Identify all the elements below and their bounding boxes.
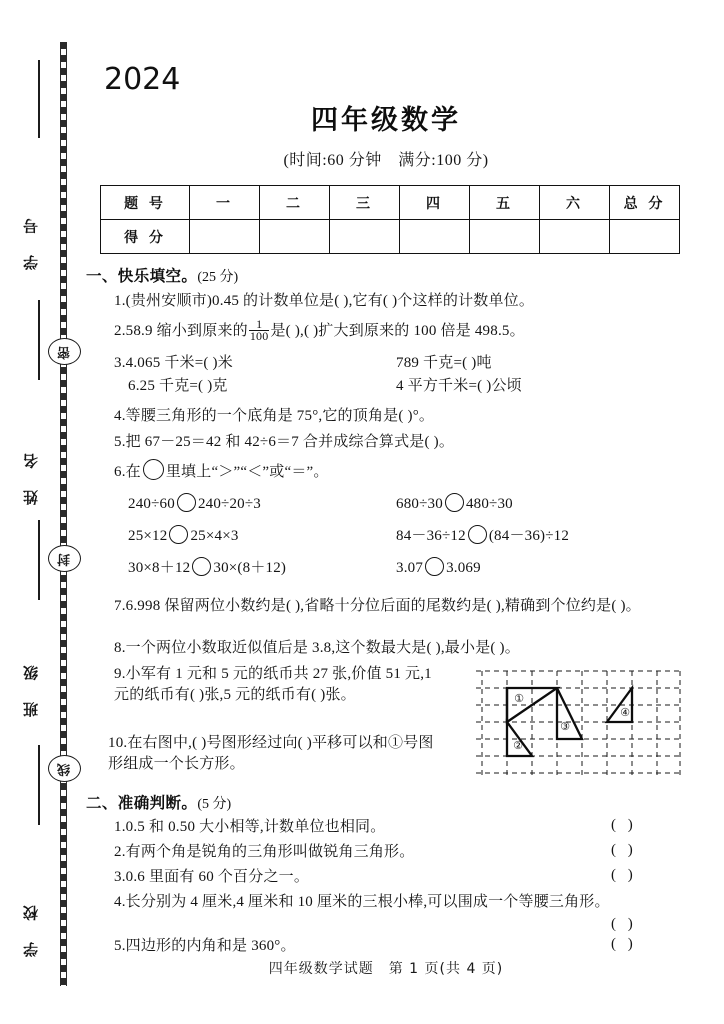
- question-1-6-part1: 6.在: [114, 464, 141, 480]
- compare-left-1-b: 240÷20÷3: [197, 496, 262, 512]
- compare-right-1-b: 480÷30: [465, 496, 513, 512]
- circle-blank-icon[interactable]: [169, 525, 188, 544]
- score-cell-5[interactable]: [470, 220, 540, 254]
- question-2-5: 5.四边形的内角和是 360°。: [114, 938, 296, 954]
- score-row-label-2: 得 分: [101, 220, 190, 254]
- question-2-2: 2.有两个角是锐角的三角形叫做锐角三角形。: [114, 844, 415, 860]
- figure-label-1: ①: [514, 692, 524, 705]
- score-cell-2[interactable]: [260, 220, 330, 254]
- sidebar-rule-1: [38, 60, 40, 138]
- circle-blank-icon[interactable]: [468, 525, 487, 544]
- compare-right-1-a: 680÷30: [396, 496, 443, 512]
- compare-left-2: [128, 525, 239, 547]
- fraction-numerator: 1: [256, 317, 263, 331]
- seal-stamp-1: 密: [48, 338, 81, 365]
- figure-label-2: ②: [513, 739, 523, 752]
- circle-blank-icon[interactable]: [143, 459, 164, 480]
- exam-year: 2024: [104, 62, 181, 97]
- circle-blank-icon[interactable]: [192, 557, 211, 576]
- question-2-3: 3.0.6 里面有 60 个百分之一。: [114, 869, 310, 885]
- question-1-9: 9.小军有 1 元和 5 元的纸币共 27 张,价值 51 元,1 元的纸币有( )张,5 元的纸币有( )张。: [114, 666, 432, 703]
- translation-figure: [473, 667, 683, 780]
- compare-right-2-a: 84－36÷12: [396, 528, 466, 544]
- score-row-label: 题 号: [101, 186, 190, 220]
- question-1-2-part2: 是( ),( )扩大到原来的 100 倍是 498.5。: [270, 322, 525, 339]
- score-col-1: 一: [190, 186, 260, 220]
- section1-heading: [86, 264, 238, 286]
- figure-label-4: ④: [620, 706, 630, 719]
- question-2-4: 4.长分别为 4 厘米,4 厘米和 10 厘米的三根小棒,可以围成一个等腰三角形。: [114, 894, 610, 910]
- question-1-4: 4.等腰三角形的一个底角是 75°,它的顶角是( )°。: [114, 408, 435, 424]
- score-cell-6[interactable]: [540, 220, 610, 254]
- compare-right-3-b: 3.069: [446, 560, 481, 576]
- question-1-3-b: 789 千克=( )吨: [396, 355, 492, 371]
- compare-left-3-b: 30×(8＋12): [213, 560, 287, 576]
- judge-blank-1[interactable]: ( ): [611, 817, 637, 833]
- compare-left-2-b: 25×4×3: [190, 528, 239, 544]
- page-footer: 四年级数学试题 第 1 页(共 4 页): [268, 961, 504, 977]
- question-1-2: [114, 317, 525, 343]
- section1-points: (25 分): [197, 270, 239, 285]
- page-title: 四年级数学: [311, 105, 461, 136]
- compare-right-2-b: (84－36)÷12: [488, 528, 570, 544]
- compare-left-2-a: 25×12: [128, 528, 168, 544]
- compare-left-1-a: 240÷60: [128, 496, 175, 512]
- score-col-total: 总 分: [610, 186, 680, 220]
- question-1-8: 8.一个两位小数取近似值后是 3.8,这个数最大是( ),最小是( )。: [114, 640, 520, 656]
- fraction-one-hundredth: [249, 319, 270, 342]
- question-1-6: [114, 459, 329, 483]
- score-cell-1[interactable]: [190, 220, 260, 254]
- exam-subtitle: (时间:60 分钟 满分:100 分): [283, 152, 489, 169]
- section2-title: 二、准确判断。: [86, 794, 198, 812]
- compare-left-3: [128, 557, 286, 579]
- score-cell-total[interactable]: [610, 220, 680, 254]
- score-cell-4[interactable]: [400, 220, 470, 254]
- exam-page: [86, 0, 724, 1024]
- score-col-5: 五: [470, 186, 540, 220]
- sidebar-label-1: 学 号: [22, 210, 40, 270]
- question-1-7: 7.6.998 保留两位小数约是( ),省略十分位后面的尾数约是( ),精确到个位约是( )。: [114, 598, 641, 614]
- table-row-scores: [101, 220, 680, 254]
- table-row-header: [101, 186, 680, 220]
- question-1-1: 1.(贵州安顺市)0.45 的计数单位是( ),它有( )个这样的计数单位。: [114, 293, 535, 309]
- compare-right-3-a: 3.07: [396, 560, 424, 576]
- score-table: [100, 185, 680, 254]
- figure-label-3: ③: [560, 720, 570, 733]
- figure-svg: [473, 667, 683, 780]
- question-1-3-d: 4 平方千米=( )公顷: [396, 378, 522, 394]
- seal-sidebar: [0, 0, 86, 1024]
- section2-heading: [86, 791, 231, 813]
- compare-right-1: [396, 493, 513, 515]
- judge-blank-2[interactable]: ( ): [611, 842, 637, 858]
- section2-points: (5 分): [197, 797, 232, 812]
- score-col-6: 六: [540, 186, 610, 220]
- sidebar-label-4: 学 校: [22, 897, 40, 957]
- sidebar-rule-4: [38, 745, 40, 825]
- circle-blank-icon[interactable]: [445, 493, 464, 512]
- judge-blank-3[interactable]: ( ): [611, 867, 637, 883]
- question-1-3-c: 6.25 千克=( )克: [128, 378, 228, 394]
- sidebar-rule-3: [38, 520, 40, 600]
- sidebar-label-2: 姓 名: [22, 445, 40, 505]
- judge-blank-5[interactable]: ( ): [611, 936, 637, 952]
- circle-blank-icon[interactable]: [177, 493, 196, 512]
- compare-left-1: [128, 493, 261, 515]
- seal-stamp-3: 线: [48, 755, 81, 782]
- circle-blank-icon[interactable]: [425, 557, 444, 576]
- question-1-2-part1: 2.58.9 缩小到原来的: [114, 322, 248, 339]
- score-col-3: 三: [330, 186, 400, 220]
- compare-right-3: [396, 557, 481, 579]
- compare-right-2: [396, 525, 569, 547]
- seal-stamp-2: 封: [48, 545, 81, 572]
- sidebar-rule-2: [38, 300, 40, 380]
- score-cell-3[interactable]: [330, 220, 400, 254]
- question-1-5: 5.把 67－25＝42 和 42÷6＝7 合并成综合算式是( )。: [114, 434, 455, 450]
- question-1-6-part2: 里填上“＞”“＜”或“＝”。: [165, 464, 329, 480]
- section1-title: 一、快乐填空。: [86, 267, 198, 285]
- score-col-2: 二: [260, 186, 330, 220]
- score-col-4: 四: [400, 186, 470, 220]
- question-1-3-a: 3.4.065 千米=( )米: [114, 355, 233, 371]
- fraction-denominator: 100: [249, 329, 269, 343]
- judge-blank-4[interactable]: ( ): [611, 916, 637, 932]
- seal-dashed-line: [60, 42, 67, 986]
- question-1-10: 10.在右图中,( )号图形经过向( )平移可以和①号图形组成一个长方形。: [108, 735, 434, 772]
- sidebar-label-3: 班 级: [22, 657, 40, 717]
- question-2-1: 1.0.5 和 0.50 大小相等,计数单位也相同。: [114, 819, 386, 835]
- compare-left-3-a: 30×8＋12: [128, 560, 191, 576]
